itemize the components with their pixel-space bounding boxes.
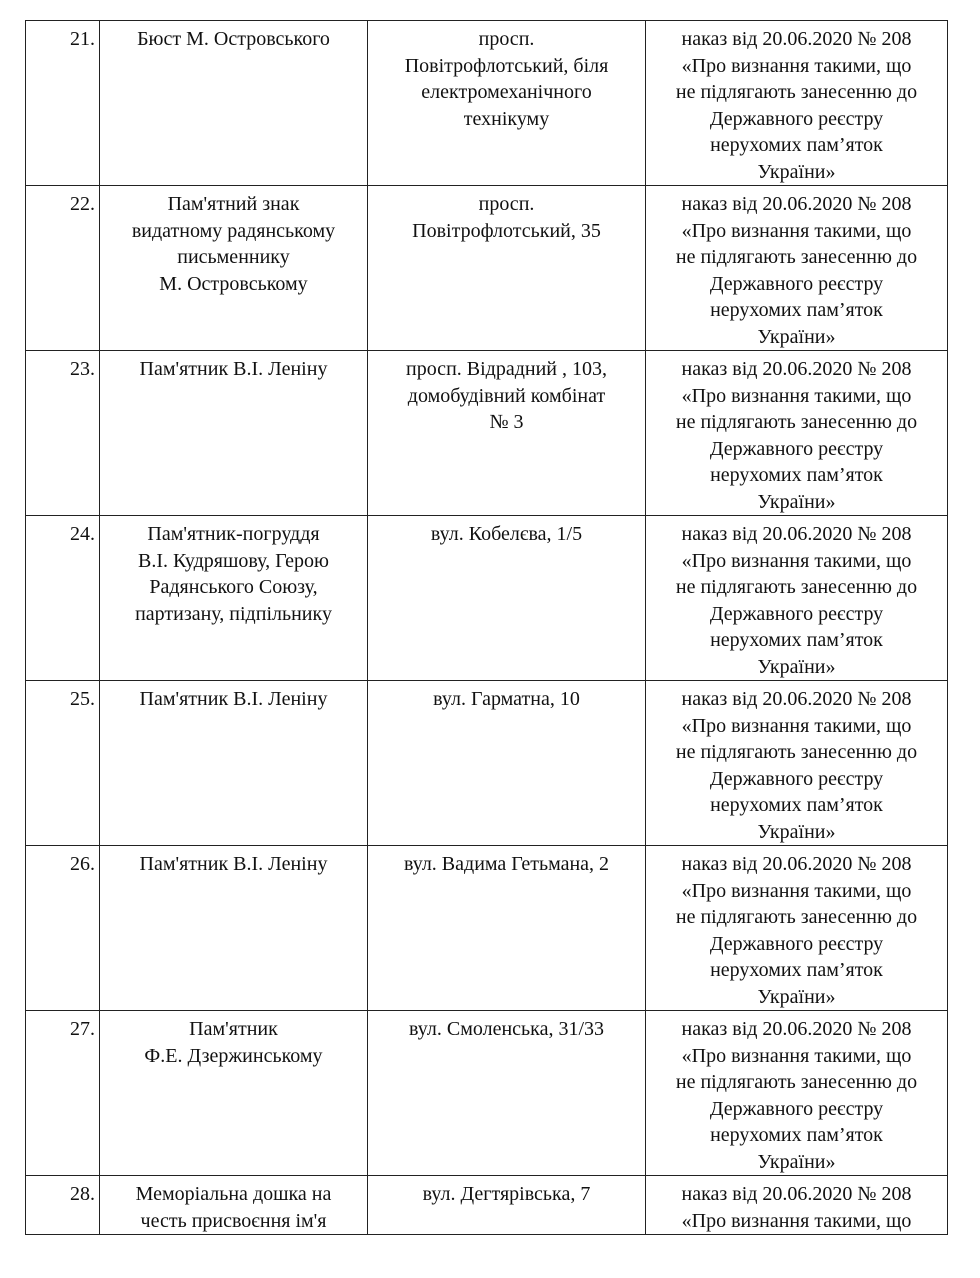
- monument-name-line: В.І. Кудряшову, Герою: [138, 549, 329, 572]
- address-line: № 3: [489, 411, 524, 433]
- order-line: наказ від 20.06.2020 № 208: [681, 193, 912, 215]
- monument-name-line: Пам'ятник: [189, 1018, 278, 1040]
- order-line: нерухомих пам’яток: [710, 629, 883, 651]
- order-line: України»: [757, 985, 836, 1008]
- order-line: «Про визнання такими, що: [681, 384, 912, 407]
- monument-name-line: М. Островському: [159, 272, 308, 295]
- order-line: наказ від 20.06.2020 № 208: [681, 358, 912, 380]
- address-cell: [368, 681, 646, 846]
- order-line: «Про визнання такими, що: [681, 1209, 912, 1232]
- monument-name-cell: [100, 21, 368, 186]
- order-line: «Про визнання такими, що: [681, 219, 912, 242]
- address-line: просп.: [478, 28, 535, 50]
- address-cell: [368, 516, 646, 681]
- order-line: Державного реєстру: [709, 1097, 884, 1120]
- address-cell: [368, 186, 646, 351]
- table-row: [26, 351, 948, 516]
- monument-name-line: письменнику: [177, 246, 290, 268]
- table-row: [26, 516, 948, 681]
- order-line: не підлягають занесенню до: [675, 411, 918, 433]
- order-line: України»: [757, 820, 836, 843]
- order-cell: [646, 1176, 948, 1235]
- row-number: 24.: [26, 516, 100, 681]
- order-line: «Про визнання такими, що: [681, 549, 912, 572]
- order-line: не підлягають занесенню до: [675, 741, 918, 763]
- order-cell: [646, 516, 948, 681]
- monument-name-cell: [100, 186, 368, 351]
- order-line: Державного реєстру: [709, 272, 884, 295]
- order-line: наказ від 20.06.2020 № 208: [681, 1183, 912, 1205]
- monument-name-line: Пам'ятник В.І. Леніну: [139, 358, 328, 380]
- row-number: 21.: [26, 21, 100, 186]
- address-cell: [368, 1011, 646, 1176]
- row-number: 27.: [26, 1011, 100, 1176]
- address-line: електромеханічного: [421, 81, 592, 103]
- order-line: наказ від 20.06.2020 № 208: [681, 853, 912, 875]
- order-cell: [646, 351, 948, 516]
- order-line: не підлягають занесенню до: [675, 1071, 918, 1093]
- monument-name-line: Ф.Е. Дзержинському: [144, 1044, 323, 1067]
- monument-name-cell: [100, 516, 368, 681]
- monument-name-line: честь присвоєння ім'я: [140, 1209, 327, 1232]
- order-line: України»: [757, 490, 836, 513]
- address-line: просп.: [478, 193, 535, 215]
- address-line: технікуму: [463, 107, 550, 130]
- order-line: нерухомих пам’яток: [710, 299, 883, 321]
- monument-name-line: Меморіальна дошка на: [135, 1183, 332, 1205]
- monument-name-line: Пам'ятник-погруддя: [147, 523, 320, 545]
- address-line: Повітрофлотський, 35: [412, 219, 601, 242]
- monument-name-cell: [100, 846, 368, 1011]
- order-line: нерухомих пам’яток: [710, 959, 883, 981]
- order-line: України»: [757, 655, 836, 678]
- table-body: [26, 21, 948, 1235]
- order-line: наказ від 20.06.2020 № 208: [681, 688, 912, 710]
- table-row: [26, 21, 948, 186]
- order-line: не підлягають занесенню до: [675, 906, 918, 928]
- table-row: [26, 1011, 948, 1176]
- table-row: [26, 846, 948, 1011]
- order-cell: [646, 1011, 948, 1176]
- order-line: Державного реєстру: [709, 932, 884, 955]
- row-number: 26.: [26, 846, 100, 1011]
- monument-name-line: видатному радянському: [131, 219, 336, 242]
- address-line: вул. Кобелєва, 1/5: [430, 523, 583, 545]
- monument-name-cell: [100, 1011, 368, 1176]
- address-line: вул. Смоленська, 31/33: [409, 1018, 604, 1040]
- order-line: «Про визнання такими, що: [681, 54, 912, 77]
- monument-name-cell: [100, 351, 368, 516]
- order-line: «Про визнання такими, що: [681, 879, 912, 902]
- order-line: «Про визнання такими, що: [681, 1044, 912, 1067]
- monument-name-line: Пам'ятний знак: [167, 193, 300, 215]
- order-line: наказ від 20.06.2020 № 208: [681, 1018, 912, 1040]
- row-number: 25.: [26, 681, 100, 846]
- order-cell: [646, 21, 948, 186]
- address-cell: [368, 351, 646, 516]
- address-cell: [368, 846, 646, 1011]
- monument-name-line: Бюст М. Островського: [137, 28, 330, 50]
- monument-name-line: Пам'ятник В.І. Леніну: [139, 688, 328, 710]
- order-line: не підлягають занесенню до: [675, 246, 918, 268]
- table-row: [26, 1176, 948, 1235]
- monument-name-line: Пам'ятник В.І. Леніну: [139, 853, 328, 875]
- monuments-table: [25, 20, 948, 1235]
- order-line: Державного реєстру: [709, 602, 884, 625]
- monument-name-line: Радянського Союзу,: [149, 576, 318, 598]
- address-cell: [368, 21, 646, 186]
- address-line: домобудівний комбінат: [407, 384, 606, 407]
- order-line: наказ від 20.06.2020 № 208: [681, 28, 912, 50]
- order-line: нерухомих пам’яток: [710, 464, 883, 486]
- order-line: Державного реєстру: [709, 107, 884, 130]
- order-cell: [646, 186, 948, 351]
- order-line: наказ від 20.06.2020 № 208: [681, 523, 912, 545]
- order-line: України»: [757, 160, 836, 183]
- monument-name-line: партизану, підпільнику: [135, 602, 332, 625]
- order-line: не підлягають занесенню до: [675, 576, 918, 598]
- order-cell: [646, 846, 948, 1011]
- order-line: Державного реєстру: [709, 437, 884, 460]
- row-number: 28.: [26, 1176, 100, 1235]
- address-line: вул. Дегтярівська, 7: [422, 1183, 591, 1205]
- order-line: нерухомих пам’яток: [710, 1124, 883, 1146]
- address-line: вул. Вадима Гетьмана, 2: [403, 853, 610, 875]
- order-line: Державного реєстру: [709, 767, 884, 790]
- table-row: [26, 681, 948, 846]
- order-cell: [646, 681, 948, 846]
- row-number: 23.: [26, 351, 100, 516]
- address-cell: [368, 1176, 646, 1235]
- address-line: вул. Гарматна, 10: [433, 688, 580, 710]
- address-line: Повітрофлотський, біля: [404, 54, 609, 77]
- order-line: України»: [757, 1150, 836, 1173]
- order-line: нерухомих пам’яток: [710, 134, 883, 156]
- monument-name-cell: [100, 681, 368, 846]
- order-line: «Про визнання такими, що: [681, 714, 912, 737]
- order-line: України»: [757, 325, 836, 348]
- order-line: нерухомих пам’яток: [710, 794, 883, 816]
- address-line: просп. Відрадний , 103,: [405, 358, 607, 380]
- table-row: [26, 186, 948, 351]
- order-line: не підлягають занесенню до: [675, 81, 918, 103]
- row-number: 22.: [26, 186, 100, 351]
- monument-name-cell: [100, 1176, 368, 1235]
